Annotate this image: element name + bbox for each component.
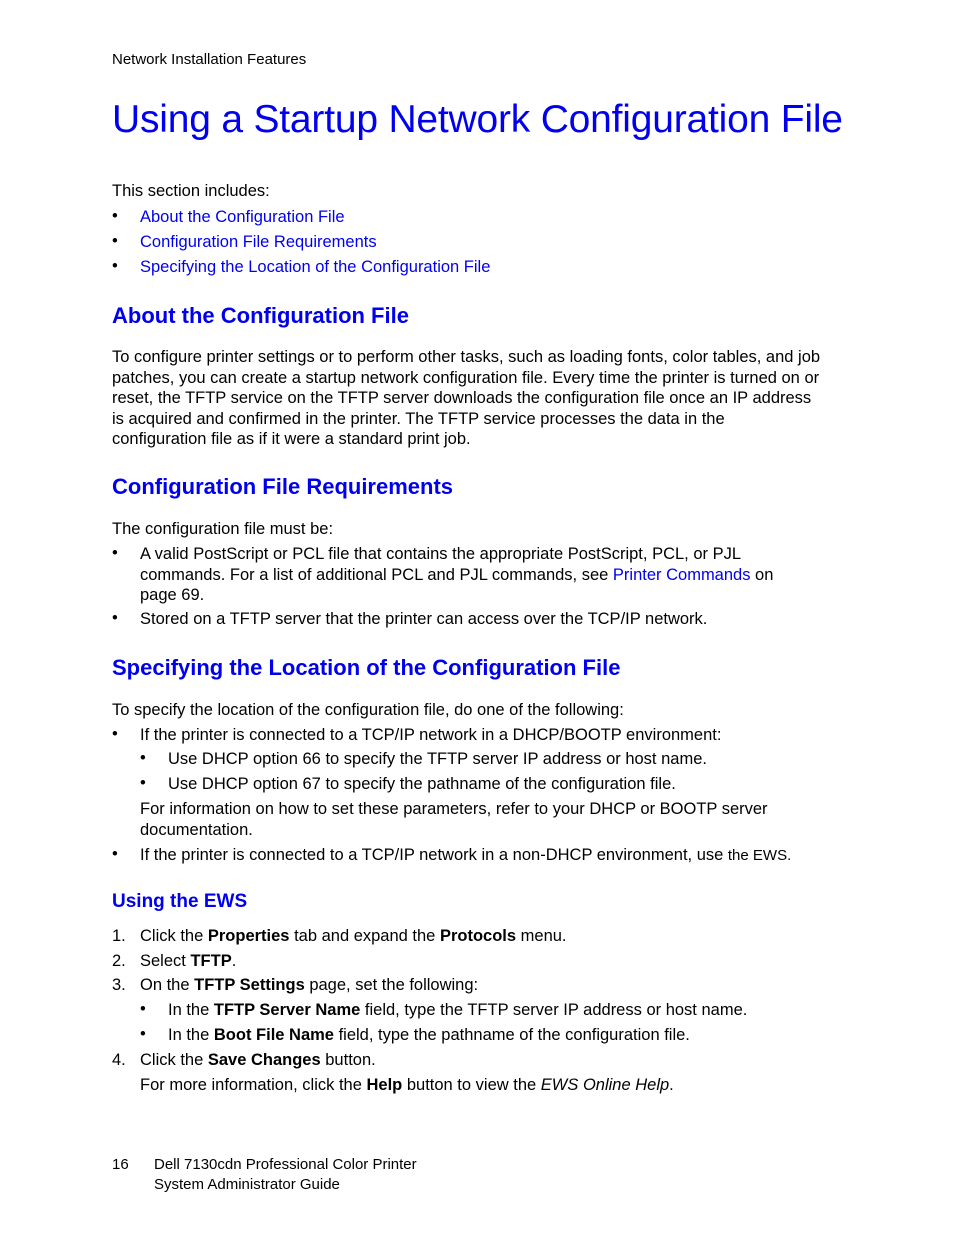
requirement-text: commands. For a list of additional PCL and PJL commands, see	[140, 565, 613, 584]
bullet: •	[112, 725, 118, 743]
location-item-2-text: If the printer is connected to a TCP/IP network in a non-DHCP environment, use	[140, 846, 728, 864]
about-line: To configure printer settings or to perform other tasks, such as loading fonts, color tables, and job	[112, 348, 821, 366]
intro-text: This section includes:	[112, 182, 270, 200]
location-sub-2: Use DHCP option 67 to specify the pathname of the configuration file.	[168, 775, 676, 793]
step-text: For more information, click the	[140, 1076, 367, 1094]
step-text: field, type the pathname of the configuration file.	[333, 1026, 690, 1044]
requirement-item-2: Stored on a TFTP server that the printer can access over the TCP/IP network.	[140, 610, 708, 628]
step-number: 3.	[112, 976, 126, 994]
location-item-1: If the printer is connected to a TCP/IP network in a DHCP/BOOTP environment:	[140, 726, 722, 744]
step-1	[140, 926, 567, 947]
about-line: patches, you can create a startup network configuration file. Every time the printer is turned on or	[112, 368, 820, 387]
step-3-sub-2	[168, 1025, 690, 1046]
bullet: •	[112, 207, 118, 225]
bullet: •	[112, 232, 118, 250]
bullet: •	[140, 774, 146, 792]
bullet: •	[112, 544, 118, 562]
section-heading-requirements: Configuration File Requirements	[112, 474, 454, 499]
step-text: field, type the TFTP server IP address or host name.	[360, 1001, 748, 1019]
note-line: documentation.	[140, 820, 253, 839]
about-line: configuration file as if it were a standard print job.	[112, 430, 471, 448]
step-text: page, set the following:	[304, 976, 479, 994]
bullet: •	[140, 1025, 146, 1043]
step-3-sub-1	[168, 1000, 747, 1021]
page-title: Using a Startup Network Configuration File	[112, 98, 843, 141]
step-text: button to view the	[402, 1076, 541, 1094]
section-heading-location: Specifying the Location of the Configuration File	[112, 655, 621, 680]
location-intro: To specify the location of the configuration file, do one of the following:	[112, 701, 624, 719]
step-3	[140, 975, 478, 996]
step-number: 4.	[112, 1051, 126, 1069]
ui-term: Save Changes	[207, 1051, 321, 1069]
location-sub-1: Use DHCP option 66 to specify the TFTP server IP address or host name.	[168, 750, 707, 768]
location-note	[140, 799, 768, 840]
footer-doc-title	[154, 1155, 417, 1194]
location-item-2	[140, 845, 791, 867]
step-text: .	[669, 1076, 674, 1094]
ui-term: TFTP	[190, 952, 232, 970]
step-number: 2.	[112, 952, 126, 970]
ui-term: Boot File Name	[213, 1026, 334, 1044]
requirement-line: page 69.	[140, 586, 205, 604]
ui-term: Help	[366, 1076, 403, 1094]
requirement-item-1	[140, 544, 773, 606]
ui-term: Protocols	[439, 927, 517, 945]
footer-line: Dell 7130cdn Professional Color Printer	[154, 1156, 417, 1173]
step-2	[140, 951, 236, 972]
ui-term: TFTP Settings	[194, 976, 305, 994]
step-text: In the	[168, 1001, 214, 1019]
bullet: •	[112, 845, 118, 863]
step-text: Select	[140, 952, 191, 970]
bullet: •	[112, 257, 118, 275]
step-text: button.	[320, 1051, 376, 1069]
subsection-heading-ews: Using the EWS	[112, 891, 248, 912]
toc-link-about[interactable]: About the Configuration File	[140, 208, 345, 226]
step-text: Click the	[140, 927, 208, 945]
bullet: •	[140, 1000, 146, 1018]
doc-title: EWS Online Help	[540, 1076, 670, 1094]
bullet: •	[112, 609, 118, 627]
step-number: 1.	[112, 927, 126, 945]
step-text: Click the	[140, 1051, 208, 1069]
requirements-intro: The configuration file must be:	[112, 520, 334, 538]
printer-commands-link[interactable]: Printer Commands	[612, 565, 751, 584]
requirement-line: A valid PostScript or PCL file that contains the appropriate PostScript, PCL, or PJL	[140, 545, 742, 563]
step-text: On the	[140, 976, 195, 994]
requirement-text: on	[750, 565, 774, 584]
about-body	[112, 347, 852, 450]
toc-link-requirements[interactable]: Configuration File Requirements	[140, 233, 377, 251]
page-number: 16	[112, 1156, 129, 1173]
about-line: reset, the TFTP service on the TFTP server downloads the configuration file once an IP address	[112, 389, 812, 407]
more-info	[140, 1075, 674, 1096]
ui-term: TFTP Server Name	[213, 1001, 361, 1019]
step-text: menu.	[516, 927, 567, 945]
step-4	[140, 1050, 376, 1071]
step-text: tab and expand the	[289, 927, 440, 945]
location-item-2-ews: the EWS.	[727, 847, 792, 864]
ui-term: Properties	[207, 927, 290, 945]
step-text: In the	[168, 1026, 214, 1044]
step-text: .	[231, 952, 237, 970]
about-line: is acquired and confirmed in the printer. The TFTP service processes the data in the	[112, 409, 725, 428]
running-header: Network Installation Features	[112, 51, 307, 68]
section-heading-about: About the Configuration File	[112, 303, 409, 328]
toc-link-location[interactable]: Specifying the Location of the Configuration File	[140, 258, 491, 276]
requirement-line	[140, 565, 773, 586]
footer-line: System Administrator Guide	[154, 1175, 340, 1193]
note-line: For information on how to set these parameters, refer to your DHCP or BOOTP server	[140, 800, 768, 818]
bullet: •	[140, 749, 146, 767]
